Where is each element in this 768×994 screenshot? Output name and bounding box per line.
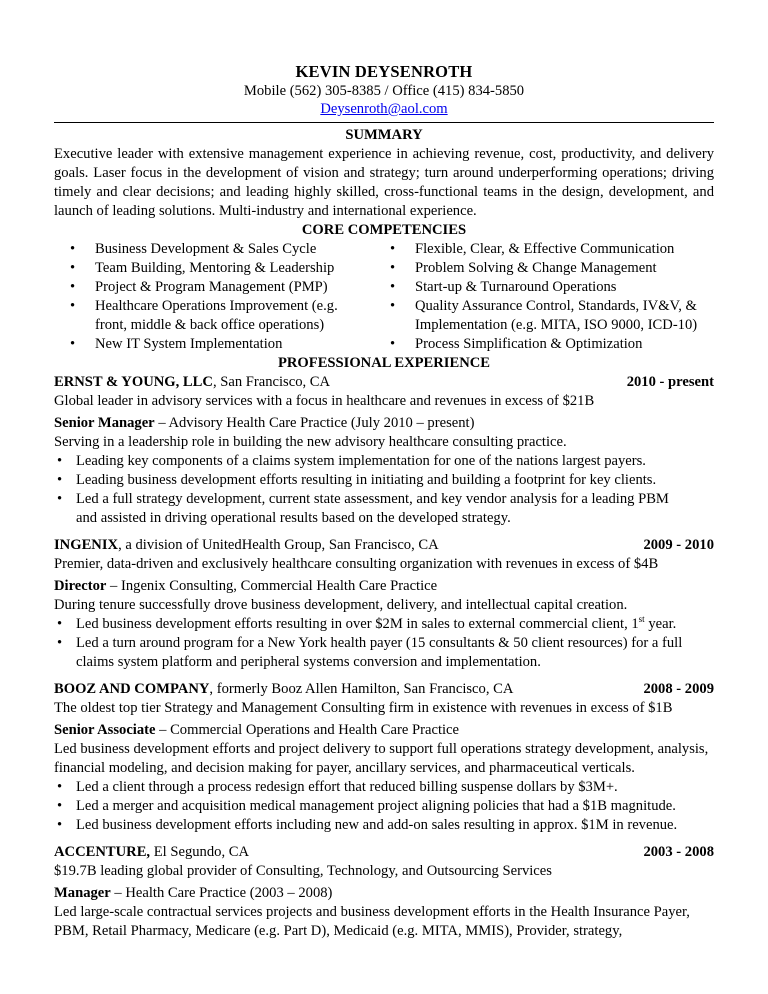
role-title: Director — [54, 578, 107, 594]
summary-text: Executive leader with extensive management experience in achieving revenue, cost, productivity, and delivery goals. Laser focus in the development of vision and strategy; turn around underperforming operations; driving timely and clear decisions; and leading highly skilled, cross-functional teams in the design, development, and launch of leading solutions. Multi-industry and international experience. — [54, 146, 714, 219]
email-link[interactable]: Deysenroth@aol.com — [320, 101, 448, 117]
competencies-heading: CORE COMPETENCIES — [301, 222, 467, 238]
competencies-left-column — [68, 240, 388, 354]
bullet-icon: • — [57, 779, 63, 795]
company-name: INGENIX — [54, 537, 119, 553]
summary-heading: SUMMARY — [345, 127, 423, 143]
job-bullets — [54, 452, 714, 528]
job-header — [54, 536, 714, 555]
job-bullets — [54, 615, 714, 672]
job-dates: 2008 - 2009 — [643, 681, 714, 697]
bullet-icon: • — [57, 453, 63, 469]
job-ingenix — [54, 536, 714, 672]
bullet-icon: • — [390, 279, 396, 295]
bullet-icon: • — [70, 241, 76, 257]
company-name: ACCENTURE, — [54, 844, 151, 860]
list-item: • Led business development efforts resulting in over $2M in sales to external commercial client, 1st year. — [54, 615, 714, 634]
role-detail: – Ingenix Consulting, Commercial Health Care Practice — [106, 578, 438, 594]
list-item: • Led a client through a process redesign effort that reduced billing suspense dollars by $3M+. — [54, 778, 714, 797]
role-description: During tenure successfully drove business development, delivery, and intellectual capital creation. — [54, 597, 628, 613]
bullet-icon: • — [390, 298, 396, 314]
bullet-icon: • — [70, 260, 76, 276]
job-dates: 2009 - 2010 — [643, 537, 714, 553]
job-header — [54, 680, 714, 699]
bullet-icon: • — [70, 279, 76, 295]
list-item: • Led a turn around program for a New York health payer (15 consultants & 50 client resources) for a full claims system platform and peripheral systems conversion and implementation. — [54, 634, 714, 672]
resume-header — [54, 62, 714, 119]
role-description: Led business development efforts and project delivery to support full operations strategy development, analysis, financial modeling, and decision making for payer, ancillary services, and pharmaceutical verticals. — [54, 741, 709, 776]
bullet-icon: • — [70, 298, 76, 314]
resume-page — [54, 62, 714, 941]
role-title: Manager — [54, 885, 111, 901]
job-accenture — [54, 843, 714, 941]
bullet-icon: • — [57, 798, 63, 814]
list-item: • Led a merger and acquisition medical management project aligning policies that had a $1B magnitude. — [54, 797, 714, 816]
list-item: • Led a full strategy development, current state assessment, and key vendor analysis for a leading PBM and assisted in driving operational results based on the developed strategy. — [54, 490, 714, 528]
company-name: ERNST & YOUNG, LLC — [54, 374, 213, 390]
role-detail: – Commercial Operations and Health Care Practice — [155, 722, 460, 738]
company-location: , formerly Booz Allen Hamilton, San Francisco, CA — [209, 681, 514, 697]
job-dates: 2010 - present — [626, 374, 714, 390]
role-description: Serving in a leadership role in building the new advisory healthcare consulting practice. — [54, 434, 567, 450]
phone-numbers: Mobile (562) 305-8385 / Office (415) 834-5850 — [243, 83, 525, 99]
list-item: • Process Simplification & Optimization — [390, 336, 643, 352]
bullet-icon: • — [70, 336, 76, 352]
bullet-icon: • — [57, 616, 63, 632]
candidate-name: KEVIN DEYSENROTH — [295, 62, 473, 81]
list-item: • New IT System Implementation — [70, 336, 283, 352]
list-item: • Team Building, Mentoring & Leadership — [70, 260, 335, 276]
bullet-icon: • — [390, 260, 396, 276]
bullet-icon: • — [57, 635, 63, 651]
list-item: • Flexible, Clear, & Effective Communication — [390, 241, 675, 257]
company-description: Global leader in advisory services with a focus in healthcare and revenues in excess of $21B — [54, 393, 595, 409]
company-description: The oldest top tier Strategy and Management Consulting firm in existence with revenues in excess of $1B — [54, 700, 673, 716]
job-role — [54, 577, 714, 596]
competencies-list — [68, 240, 714, 354]
list-item: • Problem Solving & Change Management — [390, 260, 657, 276]
bullet-icon: • — [390, 241, 396, 257]
job-bullets — [54, 778, 714, 835]
job-role — [54, 414, 714, 433]
header-divider — [54, 122, 714, 123]
job-booz — [54, 680, 714, 835]
bullet-icon: • — [390, 336, 396, 352]
competencies-right-column — [388, 240, 708, 354]
role-title: Senior Associate — [54, 722, 156, 738]
job-role — [54, 884, 714, 903]
company-location: , a division of UnitedHealth Group, San Francisco, CA — [118, 537, 439, 553]
bullet-icon: • — [57, 491, 63, 507]
job-header — [54, 373, 714, 392]
list-item: • Leading business development efforts resulting in initiating and building a footprint for key clients. — [54, 471, 714, 490]
company-location: , San Francisco, CA — [212, 374, 331, 390]
company-description: Premier, data-driven and exclusively healthcare consulting organization with revenues in excess of $4B — [54, 556, 659, 572]
role-title: Senior Manager — [54, 415, 155, 431]
job-ernst-young — [54, 373, 714, 528]
company-name: BOOZ AND COMPANY — [54, 681, 210, 697]
job-dates: 2003 - 2008 — [643, 844, 714, 860]
list-item: • Start-up & Turnaround Operations — [390, 279, 617, 295]
company-description: $19.7B leading global provider of Consulting, Technology, and Outsourcing Services — [54, 863, 552, 879]
bullet-icon: • — [57, 472, 63, 488]
job-role — [54, 721, 714, 740]
list-item: • Business Development & Sales Cycle — [70, 241, 317, 257]
list-item: • Led business development efforts including new and add-on sales resulting in approx. $1M in revenue. — [54, 816, 714, 835]
list-item: • Leading key components of a claims system implementation for one of the nations largest payers. — [54, 452, 714, 471]
role-description: Led large-scale contractual services projects and business development efforts in the Health Insurance Payer, PBM, Retail Pharmacy, Medicare (e.g. Part D), Medicaid (e.g. MITA, MMIS), Provider, strategy, — [54, 904, 690, 939]
bullet-icon: • — [57, 817, 63, 833]
job-header — [54, 843, 714, 862]
list-item: • Project & Program Management (PMP) — [70, 279, 328, 295]
role-detail: – Health Care Practice (2003 – 2008) — [110, 885, 333, 901]
role-detail: – Advisory Health Care Practice (July 2010 – present) — [154, 415, 475, 431]
list-item: • Healthcare Operations Improvement (e.g. front, middle & back office operations) — [70, 298, 338, 333]
company-location: El Segundo, CA — [150, 844, 250, 860]
experience-heading: PROFESSIONAL EXPERIENCE — [277, 355, 491, 371]
list-item: • Quality Assurance Control, Standards, IV&V, & Implementation (e.g. MITA, ISO 9000, ICD-10) — [390, 298, 698, 333]
